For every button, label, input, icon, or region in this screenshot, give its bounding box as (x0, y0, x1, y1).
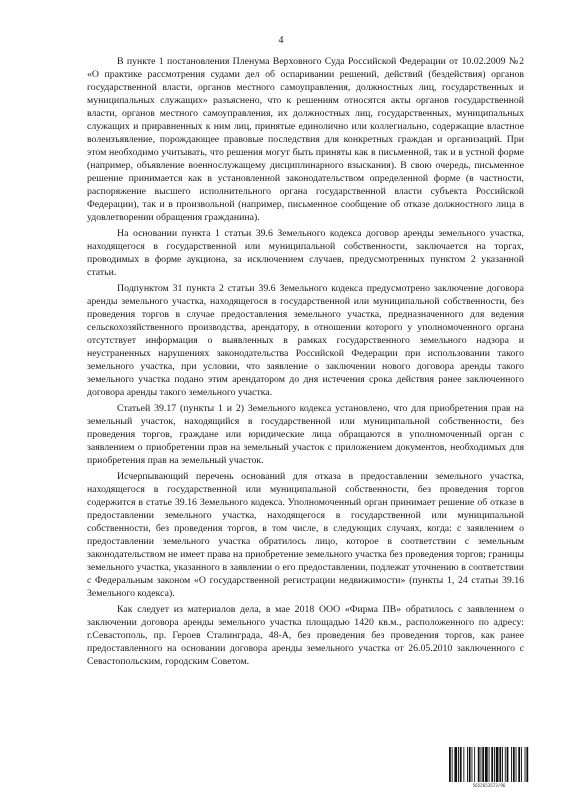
barcode-bar (449, 747, 451, 782)
barcode-bar (496, 747, 499, 782)
paragraph-plenum-resolution: В пункте 1 постановления Пленума Верховного Суда Российской Федерации от 10.02.2009 №2 «О практике рассмотрения судами дел об оспаривании решений, действий (бездействия) органов государственной власти, органов местного самоуправления, должностных лиц, государственных и муниципальных служащих» разъяснено, что к решениям относятся акты органов государственной власти, органов местного самоуправления, их должностных лиц, государственных, муниципальных служащих и приравненных к ним лиц, принятые единолично или коллегиально, содержащие властное волеизъявление, порождающее правовые последствия для конкретных граждан и организаций. При этом необходимо учитывать, что решения могут быть приняты как в письменной, так и в устной форме (например, объявление военнослужащему дисциплинарного взыскания). В свою очередь, письменное решение принимается как в установленной законодательством определенной форме (в частности, распоряжение высшего исполнительного органа государственной власти субъекта Российской Федерации), так и в произвольной (например, письменное сообщение об отказе должностного лица в удовлетворении обращения гражданина). (87, 56, 524, 223)
barcode-bar (478, 747, 480, 782)
paragraph-case-facts: Как следует из материалов дела, в мае 2018 ООО «Фирма ПВ» обратилось с заявлением о заключении договора аренды земельного участка площадью 1420 кв.м., расположенного по адресу: г.Севастополь, пр. Героев Сталинграда, 48-А, без проведения без проведения торгов, как ранее предоставленного на основании договора аренды земельного участка от 26.05.2010 заключенного с Севастопольским, городским Советом. (87, 604, 524, 667)
barcode-bar (469, 747, 471, 782)
barcode-bar (482, 747, 484, 782)
barcode-bar (460, 747, 462, 782)
barcode-bar (491, 747, 493, 782)
barcode-bar (505, 747, 506, 782)
barcode-bar (511, 747, 512, 782)
barcode-bar (472, 747, 473, 782)
barcode-bar (516, 747, 517, 782)
barcode-image (448, 747, 530, 782)
barcode-bar (485, 747, 488, 782)
paragraph-article-39-6-p2-sub31: Подпунктом 31 пункта 2 статьи 39.6 Земельного кодекса предусмотрено заключение договора аренды земельного участка, находящегося в государственной или муниципальной собственности, без проведения торгов в случае предоставления земельного участка, предназначенного для ведения сельскохозяйственного производства, арендатору, в отношении которого у уполномоченного органа отсутствует информация о выявленных в рамках государственного земельного надзора и неустраненных нарушениях законодательства Российской Федерации при использовании такого земельного участка, при условии, что заявление о заключении нового договора аренды такого земельного участка подано этим арендатором до дня истечения срока действия ранее заключенного договора аренды такого земельного участка. (87, 283, 524, 398)
page-number: 4 (278, 35, 284, 46)
barcode-bar (499, 747, 501, 782)
barcode-bar (513, 747, 515, 782)
barcode-bar (502, 747, 503, 782)
barcode-bar (489, 747, 490, 782)
barcode-bar (525, 747, 526, 782)
barcode-bar (494, 747, 495, 782)
document-body (87, 55, 524, 671)
barcode-bar (454, 747, 457, 782)
barcode-caption: 5652653573/96 (472, 783, 506, 788)
barcode-bar (463, 747, 464, 782)
barcode-bar (526, 747, 528, 782)
barcode-bar (507, 747, 509, 782)
barcode-bar (467, 747, 468, 782)
paragraph-article-39-6-p1: На основании пункта 1 статьи 39.6 Земельного кодекса договор аренды земельного участка, находящегося в государственной или муниципальной собственности, заключается на торгах, проводимых в форме аукциона, за исключением случаев, предусмотренных пунктом 2 указанной статьи. (87, 228, 524, 278)
barcode-bar (521, 747, 522, 782)
barcode-bar (481, 747, 482, 782)
barcode-bar (518, 747, 520, 782)
barcode-bar (458, 747, 459, 782)
barcode (448, 747, 530, 789)
barcode-bar (474, 747, 475, 782)
barcode-bar (452, 747, 453, 782)
paragraph-article-39-17: Статьей 39.17 (пункты 1 и 2) Земельного кодекса установлено, что для приобретения прав на земельный участок, находящийся в государственной или муниципальной собственности, без проведения торгов, граждане или юридические лица обращаются в уполномоченный орган с заявлением о приобретении прав на земельный участок с приложением документов, необходимых для приобретения прав на земельный участок. (87, 403, 524, 466)
paragraph-article-39-16: Исчерпывающий перечень оснований для отказа в предоставлении земельного участка, находящегося в государственной или муниципальной собственности, без проведения торгов содержится в статье 39.16 Земельного кодекса. Уполномоченный орган принимает решение об отказе в предоставлении земельного участка, находящегося в государственной или муниципальной собственности, без проведения торгов, в том числе, в следующих случаях, когда: с заявлением о предоставлении земельного участка обратилось лицо, которое в соответствии с земельным законодательством не имеет права на приобретение земельного участка без проведения торгов; границы земельного участка, указанного в заявлении о его предоставлении, подлежат уточнению в соответствии с Федеральным законом «О государственной регистрации недвижимости» (пункты 1, 24 статьи 39.16 Земельного кодекса). (87, 471, 524, 599)
